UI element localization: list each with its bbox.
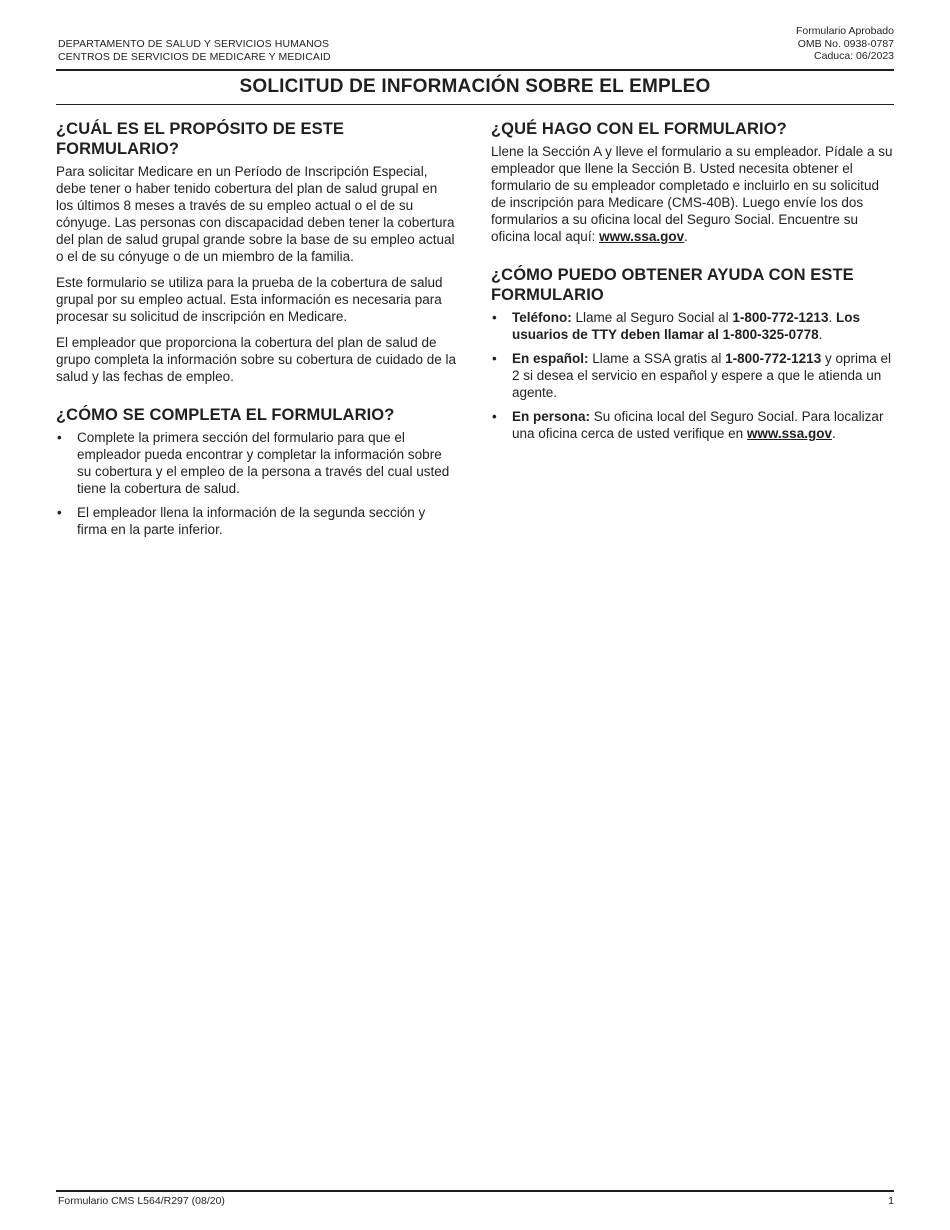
left-column	[56, 119, 458, 558]
purpose-paragraph-1: Para solicitar Medicare en un Período de Inscripción Especial, debe tener o haber tenido cobertura del plan de salud grupal en los últimos 8 meses a través de su empleo actual o el de su cónyuge. Las personas con discapacidad deben tener la cobertura del plan de salud grupal grande sobre la base de su empleo actual o el de su cónyuge o de un miembro de la familia.	[56, 164, 455, 264]
help-heading: ¿CÓMO PUEDO OBTENER AYUDA CON ESTE FORMULARIO	[491, 266, 854, 304]
tty-period: .	[818, 327, 823, 342]
bullet-icon: •	[57, 430, 62, 445]
agency-line-1: DEPARTAMENTO DE SALUD Y SERVICIOS HUMANOS	[58, 38, 330, 50]
omb-number: OMB No. 0938-0787	[797, 37, 894, 50]
bullet-icon: •	[492, 351, 497, 366]
complete-list	[56, 429, 458, 538]
footer-rule	[56, 1190, 894, 1192]
header-rule	[56, 69, 894, 71]
what-to-do-section	[491, 119, 893, 245]
bullet-icon: •	[492, 409, 497, 424]
list-item	[56, 429, 458, 497]
approval-block	[796, 25, 894, 63]
what-to-do-heading: ¿QUÉ HAGO CON EL FORMULARIO?	[491, 120, 787, 138]
form-id: Formulario CMS L564/R297 (08/20)	[58, 1195, 225, 1207]
spanish-phone-number: 1-800-772-1213	[725, 351, 822, 366]
help-section	[491, 265, 893, 442]
spanish-text-2: y oprima el 2 si desea el servicio en español y espere a que le atienda un agente.	[512, 351, 891, 400]
agency-header	[58, 38, 331, 64]
in-person-label: En persona:	[512, 409, 591, 424]
phone-separator: .	[828, 310, 833, 325]
spanish-label: En español:	[512, 351, 589, 366]
ssa-link[interactable]: www.ssa.gov	[599, 229, 685, 244]
list-item	[491, 408, 893, 442]
expiration-date: Caduca: 06/2023	[814, 50, 894, 62]
purpose-paragraph-2: Este formulario se utiliza para la prueba de la cobertura de salud grupal por su empleo actual. Esta información es necesaria para procesar su solicitud de inscripción en Medicare.	[56, 275, 443, 324]
in-person-text: Su oficina local del Seguro Social. Para localizar una oficina cerca de usted verifique en	[512, 409, 884, 441]
list-item	[56, 504, 458, 538]
list-item	[491, 309, 893, 343]
phone-text: Llame al Seguro Social al	[575, 310, 729, 325]
phone-number: 1-800-772-1213	[732, 310, 829, 325]
right-column	[491, 119, 893, 462]
title-rule	[56, 104, 894, 105]
agency-line-2: CENTROS DE SERVICIOS DE MEDICARE Y MEDICAID	[58, 51, 331, 63]
bullet-icon: •	[57, 505, 62, 520]
what-to-do-period: .	[684, 229, 688, 244]
list-item	[491, 350, 893, 401]
what-to-do-paragraph	[491, 143, 893, 245]
phone-label: Teléfono:	[512, 310, 572, 325]
complete-heading: ¿CÓMO SE COMPLETA EL FORMULARIO?	[56, 406, 395, 424]
tty-text: Los usuarios de TTY deben llamar al 1-800-325-0778	[512, 310, 860, 342]
approval-line-1: Formulario Aprobado	[795, 25, 894, 37]
help-list	[491, 309, 893, 442]
bullet-icon: •	[492, 310, 497, 325]
spanish-text-1: Llame a SSA gratis al	[592, 351, 722, 366]
in-person-period: .	[831, 426, 836, 441]
purpose-heading: ¿CUÁL ES EL PROPÓSITO DE ESTE FORMULARIO?	[56, 120, 345, 158]
purpose-section	[56, 119, 458, 385]
purpose-paragraph-3: El empleador que proporciona la cobertura del plan de salud de grupo completa la información sobre su cobertura de cuidado de la salud y las fechas de empleo.	[56, 335, 456, 384]
page-number: 1	[888, 1195, 894, 1207]
ssa-link-in-person[interactable]: www.ssa.gov	[746, 426, 832, 441]
what-to-do-text: Llene la Sección A y lleve el formulario a su empleador. Pídale a su empleador que llene la Sección B. Usted necesita obtener el formulario de su empleador completado e incluirlo en su solicitud de inscripción para Medicare (CMS-40B). Luego envíe los dos formularios a su oficina local del Seguro Social. Encuentre su oficina local aquí:	[491, 144, 893, 244]
form-page	[56, 0, 894, 1230]
complete-section	[56, 405, 458, 538]
page-title: SOLICITUD DE INFORMACIÓN SOBRE EL EMPLEO	[239, 76, 711, 97]
complete-item-2-text: El empleador llena la información de la segunda sección y firma en la parte inferior.	[77, 505, 426, 537]
complete-item-1-text: Complete la primera sección del formulario para que el empleador pueda encontrar y completar la información sobre su cobertura y el empleo de la persona a través del cual usted tiene la cobertura de salud.	[77, 430, 450, 496]
